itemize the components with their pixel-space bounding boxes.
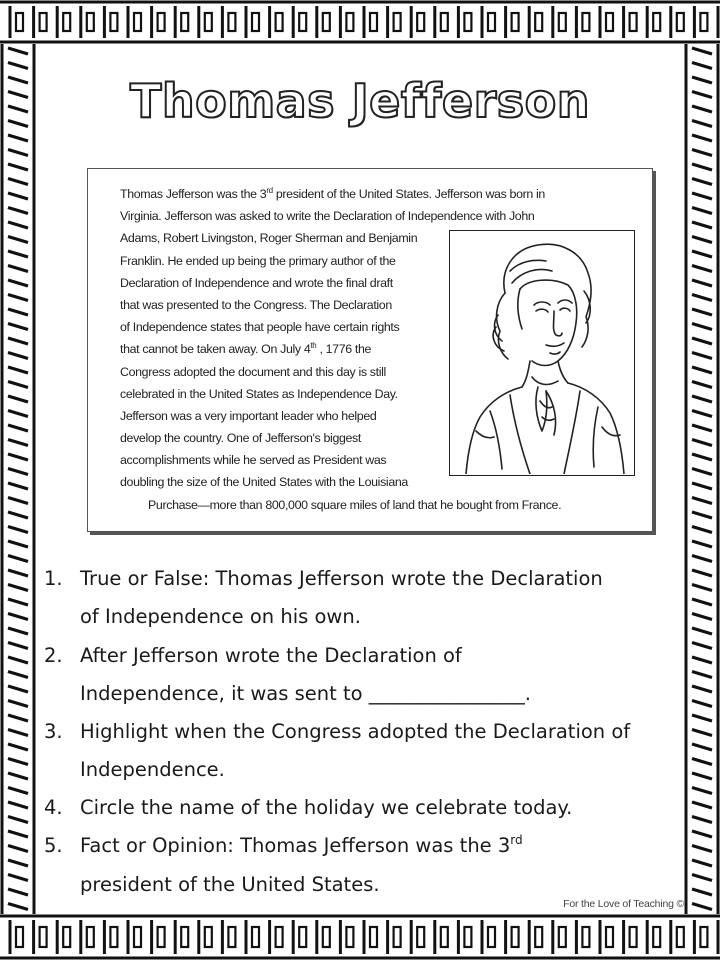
passage-text: develop the country. One of Jefferson's biggest — [120, 431, 362, 446]
passage-text: doubling the size of the United States with the Louisiana — [120, 475, 408, 490]
question-text: Highlight when the Congress adopted the Declaration of — [80, 720, 631, 743]
passage-text: that cannot be taken away. On July 4 — [120, 342, 311, 357]
passage-text: that was presented to the Congress. The Declaration — [120, 297, 392, 312]
passage-text: Adams, Robert Livingston, Roger Sherman and Benjamin — [120, 231, 418, 246]
question-1-continued — [0, 598, 720, 636]
passage-text: Thomas Jefferson was the 3 — [120, 187, 267, 201]
border-top — [0, 0, 720, 44]
ordinal-suffix: rd — [266, 186, 273, 195]
question-number: 1. — [44, 567, 63, 590]
ordinal-suffix: rd — [510, 833, 523, 847]
border-bottom — [0, 914, 720, 960]
copyright-credit: For the Love of Teaching © — [563, 898, 684, 910]
jefferson-portrait-image — [449, 230, 635, 476]
question-text: of Independence on his own. — [80, 605, 361, 628]
question-number: 5. — [44, 834, 63, 857]
passage-text: Virginia. Jefferson was asked to write the Declaration of Independence with John — [120, 209, 535, 224]
ordinal-suffix: th — [310, 341, 317, 351]
passage-text: Purchase—more than 800,000 square miles of land that he bought from France. — [148, 497, 562, 512]
question-3-continued — [0, 751, 720, 789]
border-top-pattern — [0, 0, 720, 44]
question-number: 2. — [44, 644, 63, 667]
border-bottom-pattern — [0, 914, 720, 960]
question-3 — [0, 713, 720, 751]
question-1 — [0, 560, 720, 598]
question-text: True or False: Thomas Jefferson wrote the Declaration — [80, 567, 603, 590]
passage-text: Declaration of Independence and wrote the final draft — [120, 275, 393, 290]
question-text-part: Fact or Opinion: Thomas Jefferson was the 3 — [80, 834, 511, 857]
question-text: After Jefferson wrote the Declaration of — [80, 644, 462, 667]
question-text: Independence. — [80, 758, 225, 781]
reading-passage-box — [87, 168, 653, 532]
passage-text: Congress adopted the document and this day is still — [120, 364, 386, 379]
passage-text: Franklin. He ended up being the primary author of the — [120, 253, 396, 268]
question-text: president of the United States. — [80, 873, 380, 896]
question-5 — [0, 827, 720, 865]
question-number: 3. — [44, 720, 63, 743]
question-text — [80, 827, 523, 865]
passage-text: accomplishments while he served as President was — [120, 453, 387, 468]
passage-line — [120, 494, 624, 516]
question-number: 4. — [44, 796, 63, 819]
passage-text: , 1776 the — [316, 342, 372, 357]
question-text-with-blank: Independence, it was sent to ________________. — [80, 682, 531, 705]
passage-text: of Independence states that people have certain rights — [120, 320, 400, 335]
passage-text: Jefferson was a very important leader who helped — [120, 408, 377, 423]
portrait-drawing — [450, 231, 633, 474]
question-text: Circle the name of the holiday we celebrate today. — [80, 796, 573, 819]
passage-text: president of the United States. Jefferson was born in — [272, 187, 545, 201]
page-title: Thomas Jefferson — [129, 74, 591, 128]
question-4 — [0, 789, 720, 827]
question-2-continued — [0, 675, 720, 713]
passage-line — [120, 205, 624, 227]
passage-text: celebrated in the United States as Independence Day. — [120, 386, 398, 401]
question-2 — [0, 637, 720, 675]
passage-line — [120, 183, 624, 205]
